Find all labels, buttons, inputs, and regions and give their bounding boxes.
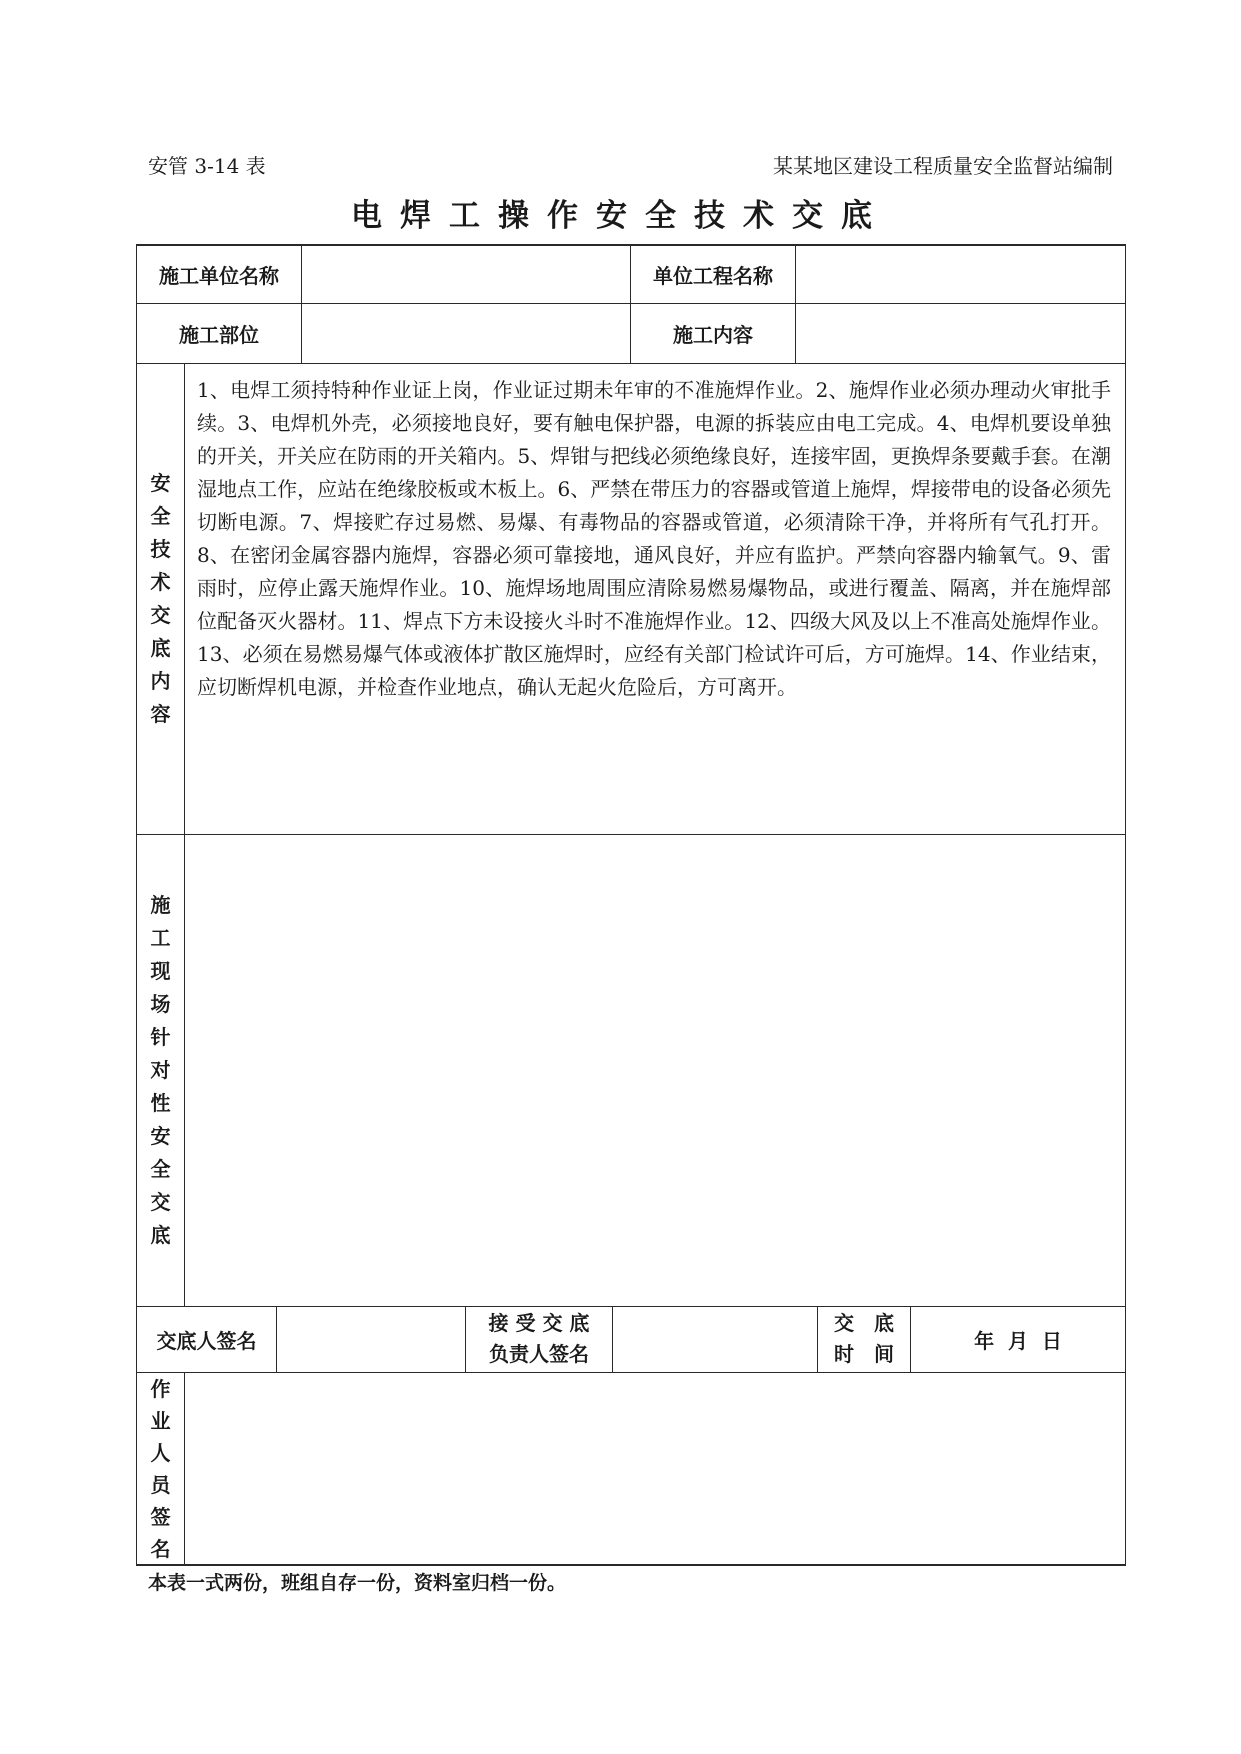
- receiver-sign-label-line1: 接 受 交 底: [488, 1311, 590, 1335]
- content-label: 施工内容: [673, 323, 753, 347]
- workers-sign-label-text: 作业人员签名: [150, 1376, 171, 1561]
- safety-content-text: 1、电焊工须持特种作业证上岗，作业证过期未年审的不准施焊作业。2、施焊作业必须办理动火审批手续。3、电焊机外壳，必须接地良好，要有触电保护器，电源的拆装应由电工完成。4、电焊机要设单独的开关，开关应在防雨的开关箱内。5、焊钳与把线必须绝缘良好，连接牢固，更换焊条要戴手套。在潮湿地点工作，应站在绝缘胶板或木板上。6、严禁在带压力的容器或管道上施焊，焊接带电的设备必须先切断电源。7、焊接贮存过易燃、易爆、有毒物品的容器或管道，必须清除干净，并将所有气孔打开。8、在密闭金属容器内施焊，容器必须可靠接地，通风良好，并应有监护。严禁向容器内输氧气。9、雷雨时，应停止露天施焊作业。10、施焊场地周围应清除易燃易爆物品，或进行覆盖、隔离，并在施焊部位配备灭火器材。11、焊点下方未设接火斗时不准施焊作业。12、四级大风及以上不准高处施焊作业。13、必须在易燃易爆气体或液体扩散区施焊时，应经有关部门检试许可后，方可施焊。14、作业结束，应切断焊机电源，并检查作业地点，确认无起火危险后，方可离开。: [197, 378, 1111, 699]
- site-disclosure-label: [137, 835, 184, 1306]
- safety-content-label-text: 安全技术交底内容: [150, 471, 171, 726]
- unit-name-field[interactable]: [302, 246, 630, 303]
- publisher: 某某地区建设工程质量安全监督站编制: [773, 154, 1113, 178]
- disclosure-time-label-line1: 交 底: [834, 1311, 894, 1335]
- project-name-field[interactable]: [796, 246, 1125, 303]
- disclosure-time-label-line2: 时 间: [834, 1342, 894, 1366]
- receiver-sign-label-line2: 负责人签名: [489, 1342, 589, 1366]
- safety-content-label: [137, 364, 184, 834]
- discloser-sign-field[interactable]: [277, 1307, 465, 1372]
- disclosure-time-label: [818, 1307, 910, 1372]
- content-field[interactable]: [796, 304, 1125, 363]
- project-name-label: 单位工程名称: [653, 264, 773, 288]
- site-disclosure-field[interactable]: [185, 835, 1125, 1306]
- unit-name-label: 施工单位名称: [159, 264, 279, 288]
- disclosure-date-field[interactable]: 年 月 日: [974, 1329, 1062, 1353]
- receiver-sign-label: [466, 1307, 612, 1372]
- location-label: 施工部位: [179, 323, 259, 347]
- location-field[interactable]: [302, 304, 630, 363]
- footer-note: 本表一式两份，班组自存一份，资料室归档一份。: [148, 1572, 567, 1594]
- workers-sign-field[interactable]: [185, 1373, 1125, 1564]
- page-title: 电焊工操作安全技术交底: [351, 198, 890, 234]
- workers-sign-label: [137, 1373, 184, 1564]
- receiver-sign-field[interactable]: [613, 1307, 817, 1372]
- site-disclosure-label-text: 施工现场针对性安全交底: [150, 893, 171, 1247]
- form-code: 安管 3-14 表: [148, 154, 266, 178]
- discloser-sign-label: 交底人签名: [156, 1329, 257, 1353]
